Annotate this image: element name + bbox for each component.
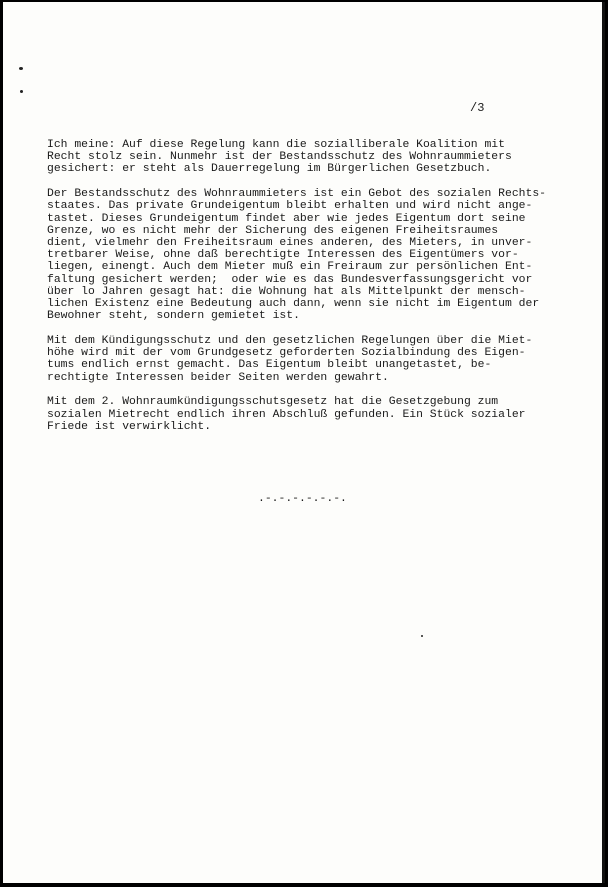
page-number: /3 xyxy=(470,101,485,115)
document-page xyxy=(3,2,605,883)
text-line: Ich meine: Auf diese Regelung kann die sozialliberale Koalition mit xyxy=(47,139,505,151)
text-line: lichen Existenz eine Bedeutung auch dann, wenn sie nicht im Eigentum der xyxy=(47,298,540,311)
paragraph xyxy=(47,335,567,384)
text-line: höhe wird mit der vom Grundgesetz geforderten Sozialbindung des Eigen- xyxy=(47,347,526,360)
text-line: rechtigte Interessen beider Seiten werden gewahrt. xyxy=(47,371,389,384)
text-line: dient, vielmehr den Freiheitsraum eines anderen, des Mieters, in unver- xyxy=(47,237,533,250)
text-line: Grenze, wo es nicht mehr der Sicherung des eigenen Freiheitsraumes xyxy=(47,224,499,237)
text-line: Der Bestandsschutz des Wohnraummieters ist ein Gebot des sozialen Rechts- xyxy=(47,188,546,201)
text-line: über lo Jahren gesagt hat: die Wohnung hat als Mittelpunkt der mensch- xyxy=(47,285,526,298)
end-separator: .-.-.-.-.-.-. xyxy=(258,493,347,505)
scan-speck xyxy=(421,635,423,637)
text-line: Mit dem 2. Wohnraumkündigungsschutsgesetz hat die Gesetzgebung zum xyxy=(47,396,499,409)
text-line: Mit dem Kündigungsschutz und den gesetzlichen Regelungen über die Miet- xyxy=(47,335,533,348)
text-line: faltung gesichert werden; oder wie es das Bundesverfassungsgericht vor xyxy=(47,273,533,286)
paragraph xyxy=(47,139,567,176)
text-line: liegen, einengt. Auch dem Mieter muß ein Freiraum zur persönlichen Ent- xyxy=(47,261,533,274)
text-line: Friede ist verwirklicht. xyxy=(47,420,212,433)
scan-speck xyxy=(19,67,23,70)
text-line: Bewohner steht, sondern gemietet ist. xyxy=(47,310,300,323)
scan-speck xyxy=(20,90,23,93)
text-line: Recht stolz sein. Nunmehr ist der Bestandsschutz des Wohnraummieters xyxy=(47,151,512,164)
text-line: staates. Das private Grundeigentum bleibt erhalten und wird nicht ange- xyxy=(47,200,533,213)
text-line: tastet. Dieses Grundeigentum findet aber wie jedes Eigentum dort seine xyxy=(47,212,526,225)
document-body xyxy=(47,139,567,446)
text-line: gesichert: er steht als Dauerregelung im Bürgerlichen Gesetzbuch. xyxy=(47,163,492,176)
paragraph xyxy=(47,188,567,322)
text-line: tretbarer Weise, ohne daß berechtigte Interessen des Eigentümers vor- xyxy=(47,249,519,262)
paragraph xyxy=(47,396,567,433)
text-line: tums endlich ernst gemacht. Das Eigentum bleibt unangetastet, be- xyxy=(47,359,492,372)
text-line: sozialen Mietrecht endlich ihren Abschluß gefunden. Ein Stück sozialer xyxy=(47,408,526,421)
